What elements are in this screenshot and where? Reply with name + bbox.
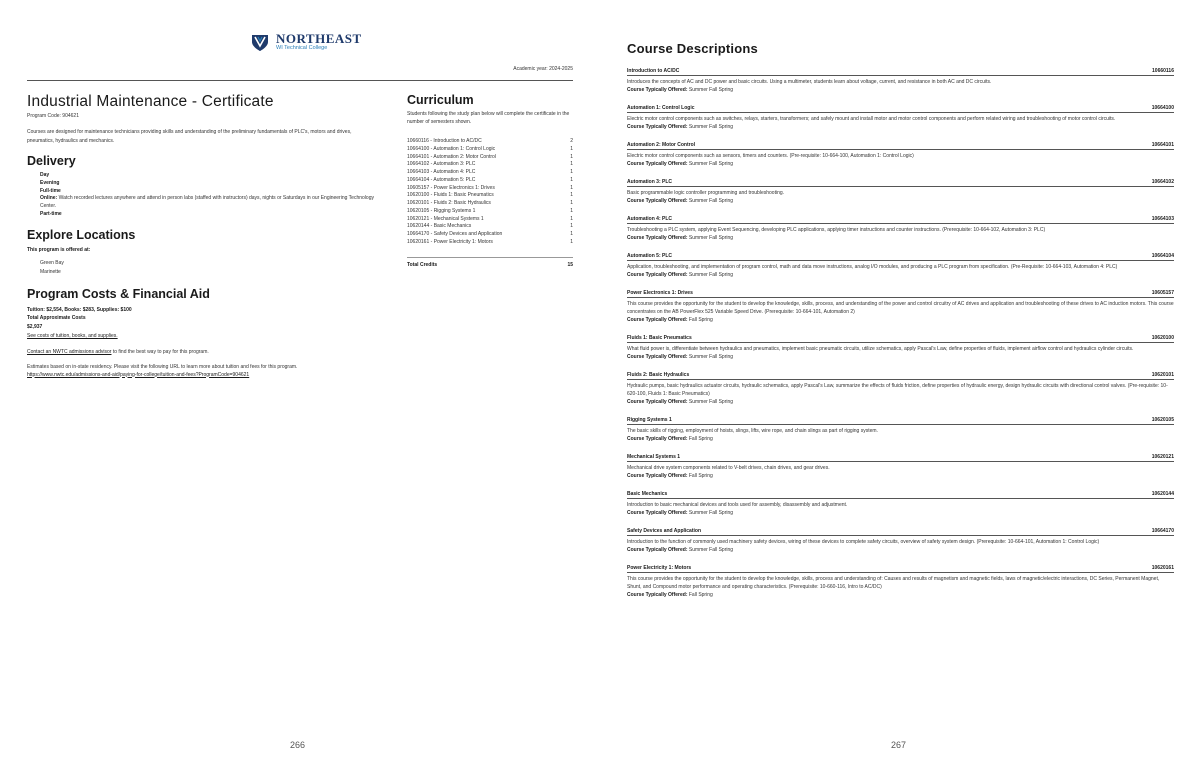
total-credits-label: Total Credits — [407, 261, 438, 268]
delivery-list — [27, 172, 389, 219]
course-code: 10620101 — [1151, 372, 1174, 378]
curriculum-course-credits: 1 — [570, 238, 573, 245]
curriculum-course-credits: 1 — [570, 176, 573, 183]
course-header — [627, 290, 1174, 298]
estimates-paragraph — [27, 363, 389, 379]
course-name: Automation 3: PLC — [627, 179, 672, 185]
course-header — [627, 454, 1174, 462]
course-name: Automation 2: Motor Control — [627, 142, 696, 148]
course-offered — [627, 472, 1174, 480]
course-offered-label: Course Typically Offered: — [627, 510, 688, 516]
course-offered — [627, 271, 1174, 279]
course-offered — [627, 546, 1174, 554]
curriculum-course-credits: 1 — [570, 184, 573, 191]
course-description: The basic skills of rigging, employment of hoists, slings, lifts, wire rope, and chain slings as part of rigging system. — [627, 428, 878, 434]
curriculum-course-name: 10620101 - Fluids 2: Basic Hydraulics — [407, 200, 491, 206]
course-code: 10664100 — [1151, 105, 1174, 111]
delivery-fulltime: Full-time — [40, 187, 61, 194]
curriculum-divider — [407, 257, 573, 258]
curriculum-row — [407, 154, 573, 162]
course-code: 10620144 — [1151, 491, 1174, 497]
course-code: 10664170 — [1151, 528, 1174, 534]
course-code: 10664104 — [1151, 253, 1174, 259]
page-number-left: 266 — [290, 740, 306, 750]
course-entry — [627, 491, 1174, 517]
course-description: This course provides the opportunity for the student to develop the knowledge, skills, process and understanding of: Causes and results of magnetism and magnetic fields, laws of magnetic/electric interactions, DC Series, Permanent Magnet, Shunt, and Compound motor performance and operating characteristics. (Prerequisite: 10-660-116, Intro to AC/DC) — [627, 576, 1160, 590]
course-description: This course provides the opportunity for the student to develop the knowledge, skills, process, and understanding of the power and control circuitry of AC drives and application and troubleshooting of these drives to AC induction motors. This course concentrates on the AB PowerFlex 525 Variable Speed Drive. (Prerequisite: 10-664-101, Automation 2) — [627, 301, 1174, 315]
course-header — [627, 253, 1174, 261]
course-name: Basic Mechanics — [627, 491, 668, 497]
curriculum-course-credits: 1 — [570, 215, 573, 222]
course-code: 10664102 — [1151, 179, 1174, 185]
course-name: Introduction to AC/DC — [627, 68, 680, 74]
course-offered-label: Course Typically Offered: — [627, 235, 688, 241]
curriculum-course-name: 10605157 - Power Electronics 1: Drives — [407, 184, 495, 191]
course-offered-terms: Summer Fall Spring — [687, 354, 734, 360]
course-code: 10620161 — [1151, 565, 1174, 571]
costs-heading: Program Costs & Financial Aid — [27, 286, 210, 301]
total-cost: $2,937 — [27, 324, 43, 330]
curriculum-row — [407, 138, 573, 146]
course-description: Introduces the concepts of AC and DC power and basic circuits. Using a multimeter, students learn about voltage, current, and resistance in both AC and DC circuits. — [627, 79, 992, 85]
course-header — [627, 372, 1174, 380]
curriculum-course-credits: 1 — [570, 145, 573, 152]
course-code: 10660116 — [1152, 68, 1174, 74]
advisor-link[interactable]: Contact an NWTC admissions advisor — [27, 348, 112, 355]
course-offered — [627, 197, 1174, 205]
course-name: Automation 1: Control Logic — [627, 105, 695, 111]
course-offered-terms: Summer Fall Spring — [687, 198, 734, 204]
course-entry — [627, 253, 1174, 279]
curriculum-course-name: 10620161 - Power Electricity 1: Motors — [407, 238, 493, 245]
curriculum-list — [407, 138, 573, 247]
right-page — [600, 0, 1200, 776]
course-offered — [627, 160, 1174, 168]
locations-heading: Explore Locations — [27, 227, 136, 242]
course-name: Rigging Systems 1 — [627, 417, 672, 423]
curriculum-course-name: 10620105 - Rigging Systems 1 — [407, 207, 476, 214]
course-offered-terms: Summer Fall Spring — [687, 547, 734, 553]
curriculum-row — [407, 161, 573, 169]
course-name: Fluids 1: Basic Pneumatics — [627, 335, 692, 341]
course-offered-terms: Fall Spring — [687, 317, 713, 323]
curriculum-row — [407, 239, 573, 247]
total-credits-row — [407, 262, 573, 268]
course-name: Power Electricity 1: Motors — [627, 565, 692, 571]
course-descriptions-list — [627, 68, 1174, 610]
header-divider — [27, 80, 573, 81]
costs-block — [27, 306, 389, 341]
shield-logo-icon — [250, 32, 270, 52]
contact-paragraph — [27, 348, 389, 356]
logo-name: NORTHEAST — [276, 31, 362, 47]
course-name: Power Electronics 1: Drives — [627, 290, 693, 296]
course-code: 10605157 — [1151, 290, 1174, 296]
course-offered-terms: Summer Fall Spring — [687, 87, 734, 93]
course-header — [627, 179, 1174, 187]
course-header — [627, 105, 1174, 113]
curriculum-row — [407, 192, 573, 200]
course-entry — [627, 179, 1174, 205]
course-entry — [627, 68, 1174, 94]
curriculum-course-name: 10660116 - Introduction to AC/DC — [407, 138, 482, 144]
course-entry — [627, 105, 1174, 131]
college-logo — [250, 32, 362, 52]
course-description: What fluid power is, differentiate between hydraulics and pneumatics, implement basic pneumatic circuits, utilize schematics, apply Pascal's Law, define properties of fluids, implement airflow control and hydraulics cylinder circuits. — [627, 346, 1134, 352]
course-description: Application, troubleshooting, and implementation of program control, math and data move instructions, analog I/O modules, and producing a PLC program from specification. (Pre-Requisite: 10-664-103, Automation 4: PLC) — [627, 264, 1118, 270]
locations-intro: This program is offered at: — [27, 246, 91, 253]
course-code: 10664103 — [1151, 216, 1174, 222]
estimates-text: Estimates based on in-state residency. Please visit the following URL to learn more about tuition and fees for this program. — [27, 363, 298, 370]
tuition-url-link[interactable]: https://www.nwtc.edu/admissions-and-aid/paying-for-college/tuition-and-fees?ProgramCode=904621 — [27, 371, 250, 378]
course-code: 10620100 — [1151, 335, 1174, 341]
course-name: Safety Devices and Application — [627, 528, 702, 534]
course-header — [627, 528, 1174, 536]
course-offered — [627, 123, 1174, 131]
course-description: Electric motor control components such as sensors, timers and counters. (Pre-requisite: 10-664-100, Automation 1: Control Logic) — [627, 153, 914, 159]
course-offered-label: Course Typically Offered: — [627, 87, 688, 93]
location-item: Green Bay — [40, 259, 64, 266]
course-code: 10664101 — [1151, 142, 1174, 148]
curriculum-row — [407, 223, 573, 231]
course-offered-label: Course Typically Offered: — [627, 124, 688, 130]
delivery-evening: Evening — [40, 179, 60, 186]
curriculum-course-credits: 1 — [570, 223, 573, 230]
course-entry — [627, 417, 1174, 443]
program-code: Program Code: 904621 — [27, 113, 79, 119]
course-offered — [627, 398, 1174, 406]
course-entry — [627, 290, 1174, 324]
course-description: Introduction to the function of commonly used machinery safety devices, wiring of these devices to complete safety circuits, overview of safety system design. (Prerequisite: 10-664-101, Automation 1: Control Logic) — [627, 539, 1100, 545]
delivery-online-text: Watch recorded lectures anywhere and attend in person labs (staffed with instructors) days, nights or Saturdays in our Engineering Technology Center. — [40, 195, 374, 209]
course-offered-terms: Summer Fall Spring — [687, 272, 734, 278]
curriculum-intro: Students following the study plan below will complete the certificate in the number of semesters shown. — [407, 111, 570, 125]
course-description: Mechanical drive system components related to V-belt drives, chain drives, and gear drives. — [627, 465, 830, 471]
course-description: Basic programmable logic controller programming and troubleshooting. — [627, 190, 785, 196]
logo-subtitle: WI Technical College — [276, 45, 328, 52]
course-description: Electric motor control components such as switches, relays, starters, transformers; and safely mount and install motor and motor control components and perform related wiring and troubleshooting of motor control circuits. — [627, 116, 1116, 122]
course-entry — [627, 216, 1174, 242]
page-number-right: 267 — [891, 740, 907, 750]
curriculum-course-name: 10664101 - Automation 2: Motor Control — [407, 153, 496, 160]
course-offered-label: Course Typically Offered: — [627, 547, 688, 553]
course-header — [627, 491, 1174, 499]
curriculum-row — [407, 185, 573, 193]
course-header — [627, 335, 1174, 343]
curriculum-course-name: 10664100 - Automation 1: Control Logic — [407, 145, 496, 152]
curriculum-course-name: 10620144 - Basic Mechanics — [407, 223, 472, 230]
course-offered-label: Course Typically Offered: — [627, 399, 688, 405]
curriculum-course-credits: 1 — [570, 161, 573, 168]
course-offered-label: Course Typically Offered: — [627, 272, 688, 278]
course-offered-label: Course Typically Offered: — [627, 592, 688, 598]
course-name: Automation 4: PLC — [627, 216, 672, 222]
delivery-day: Day — [40, 172, 50, 178]
curriculum-row — [407, 231, 573, 239]
course-header — [627, 417, 1174, 425]
course-header — [627, 142, 1174, 150]
curriculum-row — [407, 169, 573, 177]
course-name: Fluids 2: Basic Hydraulics — [627, 372, 690, 378]
course-code: 10620121 — [1151, 454, 1174, 460]
curriculum-section — [407, 93, 573, 268]
course-offered-terms: Summer Fall Spring — [687, 161, 734, 167]
page-title: Industrial Maintenance - Certificate — [27, 93, 274, 110]
course-name: Mechanical Systems 1 — [627, 454, 681, 460]
course-offered-terms: Summer Fall Spring — [687, 399, 734, 405]
delivery-heading: Delivery — [27, 154, 76, 168]
course-description: Introduction to basic mechanical devices and tools used for assembly, disassembly and adjustment. — [627, 502, 848, 508]
curriculum-row — [407, 200, 573, 208]
curriculum-course-name: 10664170 - Safety Devices and Application — [407, 231, 503, 237]
curriculum-heading: Curriculum — [407, 93, 474, 107]
course-offered-label: Course Typically Offered: — [627, 473, 688, 479]
course-offered-label: Course Typically Offered: — [627, 317, 688, 323]
curriculum-row — [407, 208, 573, 216]
delivery-parttime: Part-time — [40, 210, 62, 217]
course-offered — [627, 86, 1174, 94]
curriculum-course-name: 10664102 - Automation 3: PLC — [407, 161, 476, 168]
course-offered — [627, 435, 1174, 443]
course-entry — [627, 565, 1174, 599]
program-overview — [27, 93, 389, 379]
curriculum-course-credits: 1 — [570, 169, 573, 175]
course-offered-terms: Summer Fall Spring — [687, 510, 734, 516]
curriculum-course-credits: 1 — [570, 207, 573, 214]
course-description: Troubleshooting a PLC system, applying Event Sequencing, developing PLC applications, applying timer instructions and counter instructions. (Prerequisite: 10-664-102, Automation 3: PLC) — [627, 227, 1046, 233]
tuition-line: Tuition: $2,554, Books: $283, Supplies: $100 — [27, 306, 132, 313]
course-offered-label: Course Typically Offered: — [627, 354, 688, 360]
locations-list — [27, 259, 389, 278]
course-offered — [627, 509, 1174, 517]
course-entry — [627, 372, 1174, 406]
location-item: Marinette — [40, 269, 61, 275]
course-entry — [627, 142, 1174, 168]
course-entry — [627, 528, 1174, 554]
curriculum-course-name: 10664104 - Automation 5: PLC — [407, 176, 476, 183]
course-header — [627, 565, 1174, 573]
curriculum-course-credits: 2 — [570, 138, 573, 144]
total-cost-label: Total Approximate Costs — [27, 315, 86, 322]
course-offered-terms: Summer Fall Spring — [687, 124, 734, 130]
academic-year: Academic year: 2024-2025 — [513, 66, 573, 72]
course-offered — [627, 353, 1174, 361]
course-header — [627, 68, 1174, 76]
course-offered-terms: Fall Spring — [687, 592, 713, 598]
curriculum-row — [407, 216, 573, 224]
curriculum-course-credits: 1 — [570, 200, 573, 206]
course-offered-terms: Summer Fall Spring — [687, 235, 734, 241]
delivery-online — [40, 195, 389, 211]
course-description: Hydraulic pumps, basic hydraulics actuator circuits, hydraulic schematics, apply Pascal's Law, summarize the effects of fluids friction, define properties of hydraulic energy, design hydraulic circuits with directional control valves. (Pre-requisite: 10-620-100, Fluids 1: Basic Pneumatics) — [627, 383, 1168, 397]
course-code: 10620105 — [1151, 417, 1174, 423]
course-offered — [627, 316, 1174, 324]
program-intro: Courses are designed for maintenance technicians providing skills and understanding of the preliminary fundamentals of PLC's, motors and drives, pneumatics, hydraulics and mechanics. — [27, 129, 352, 144]
curriculum-course-name: 10620100 - Fluids 1: Basic Pneumatics — [407, 192, 494, 199]
curriculum-row — [407, 146, 573, 154]
contact-text: to find the best way to pay for this program. — [111, 348, 209, 355]
curriculum-course-credits: 1 — [570, 192, 573, 199]
course-entry — [627, 454, 1174, 480]
curriculum-course-credits: 1 — [570, 231, 573, 237]
curriculum-course-name: 10664103 - Automation 4: PLC — [407, 169, 476, 175]
curriculum-course-name: 10620121 - Mechanical Systems 1 — [407, 215, 484, 222]
course-offered — [627, 234, 1174, 242]
course-name: Automation 5: PLC — [627, 253, 672, 259]
total-credits-value: 15 — [567, 261, 573, 268]
costs-link[interactable]: See costs of tuition, books, and supplies. — [27, 332, 118, 339]
course-offered-label: Course Typically Offered: — [627, 198, 688, 204]
course-offered — [627, 591, 1174, 599]
course-header — [627, 216, 1174, 224]
course-offered-terms: Fall Spring — [687, 473, 713, 479]
course-offered-label: Course Typically Offered: — [627, 436, 688, 442]
curriculum-row — [407, 177, 573, 185]
course-entry — [627, 335, 1174, 361]
course-descriptions-title: Course Descriptions — [627, 41, 758, 56]
delivery-online-label: Online: — [40, 195, 58, 202]
course-offered-label: Course Typically Offered: — [627, 161, 688, 167]
course-offered-terms: Fall Spring — [687, 436, 713, 442]
curriculum-course-credits: 1 — [570, 153, 573, 160]
